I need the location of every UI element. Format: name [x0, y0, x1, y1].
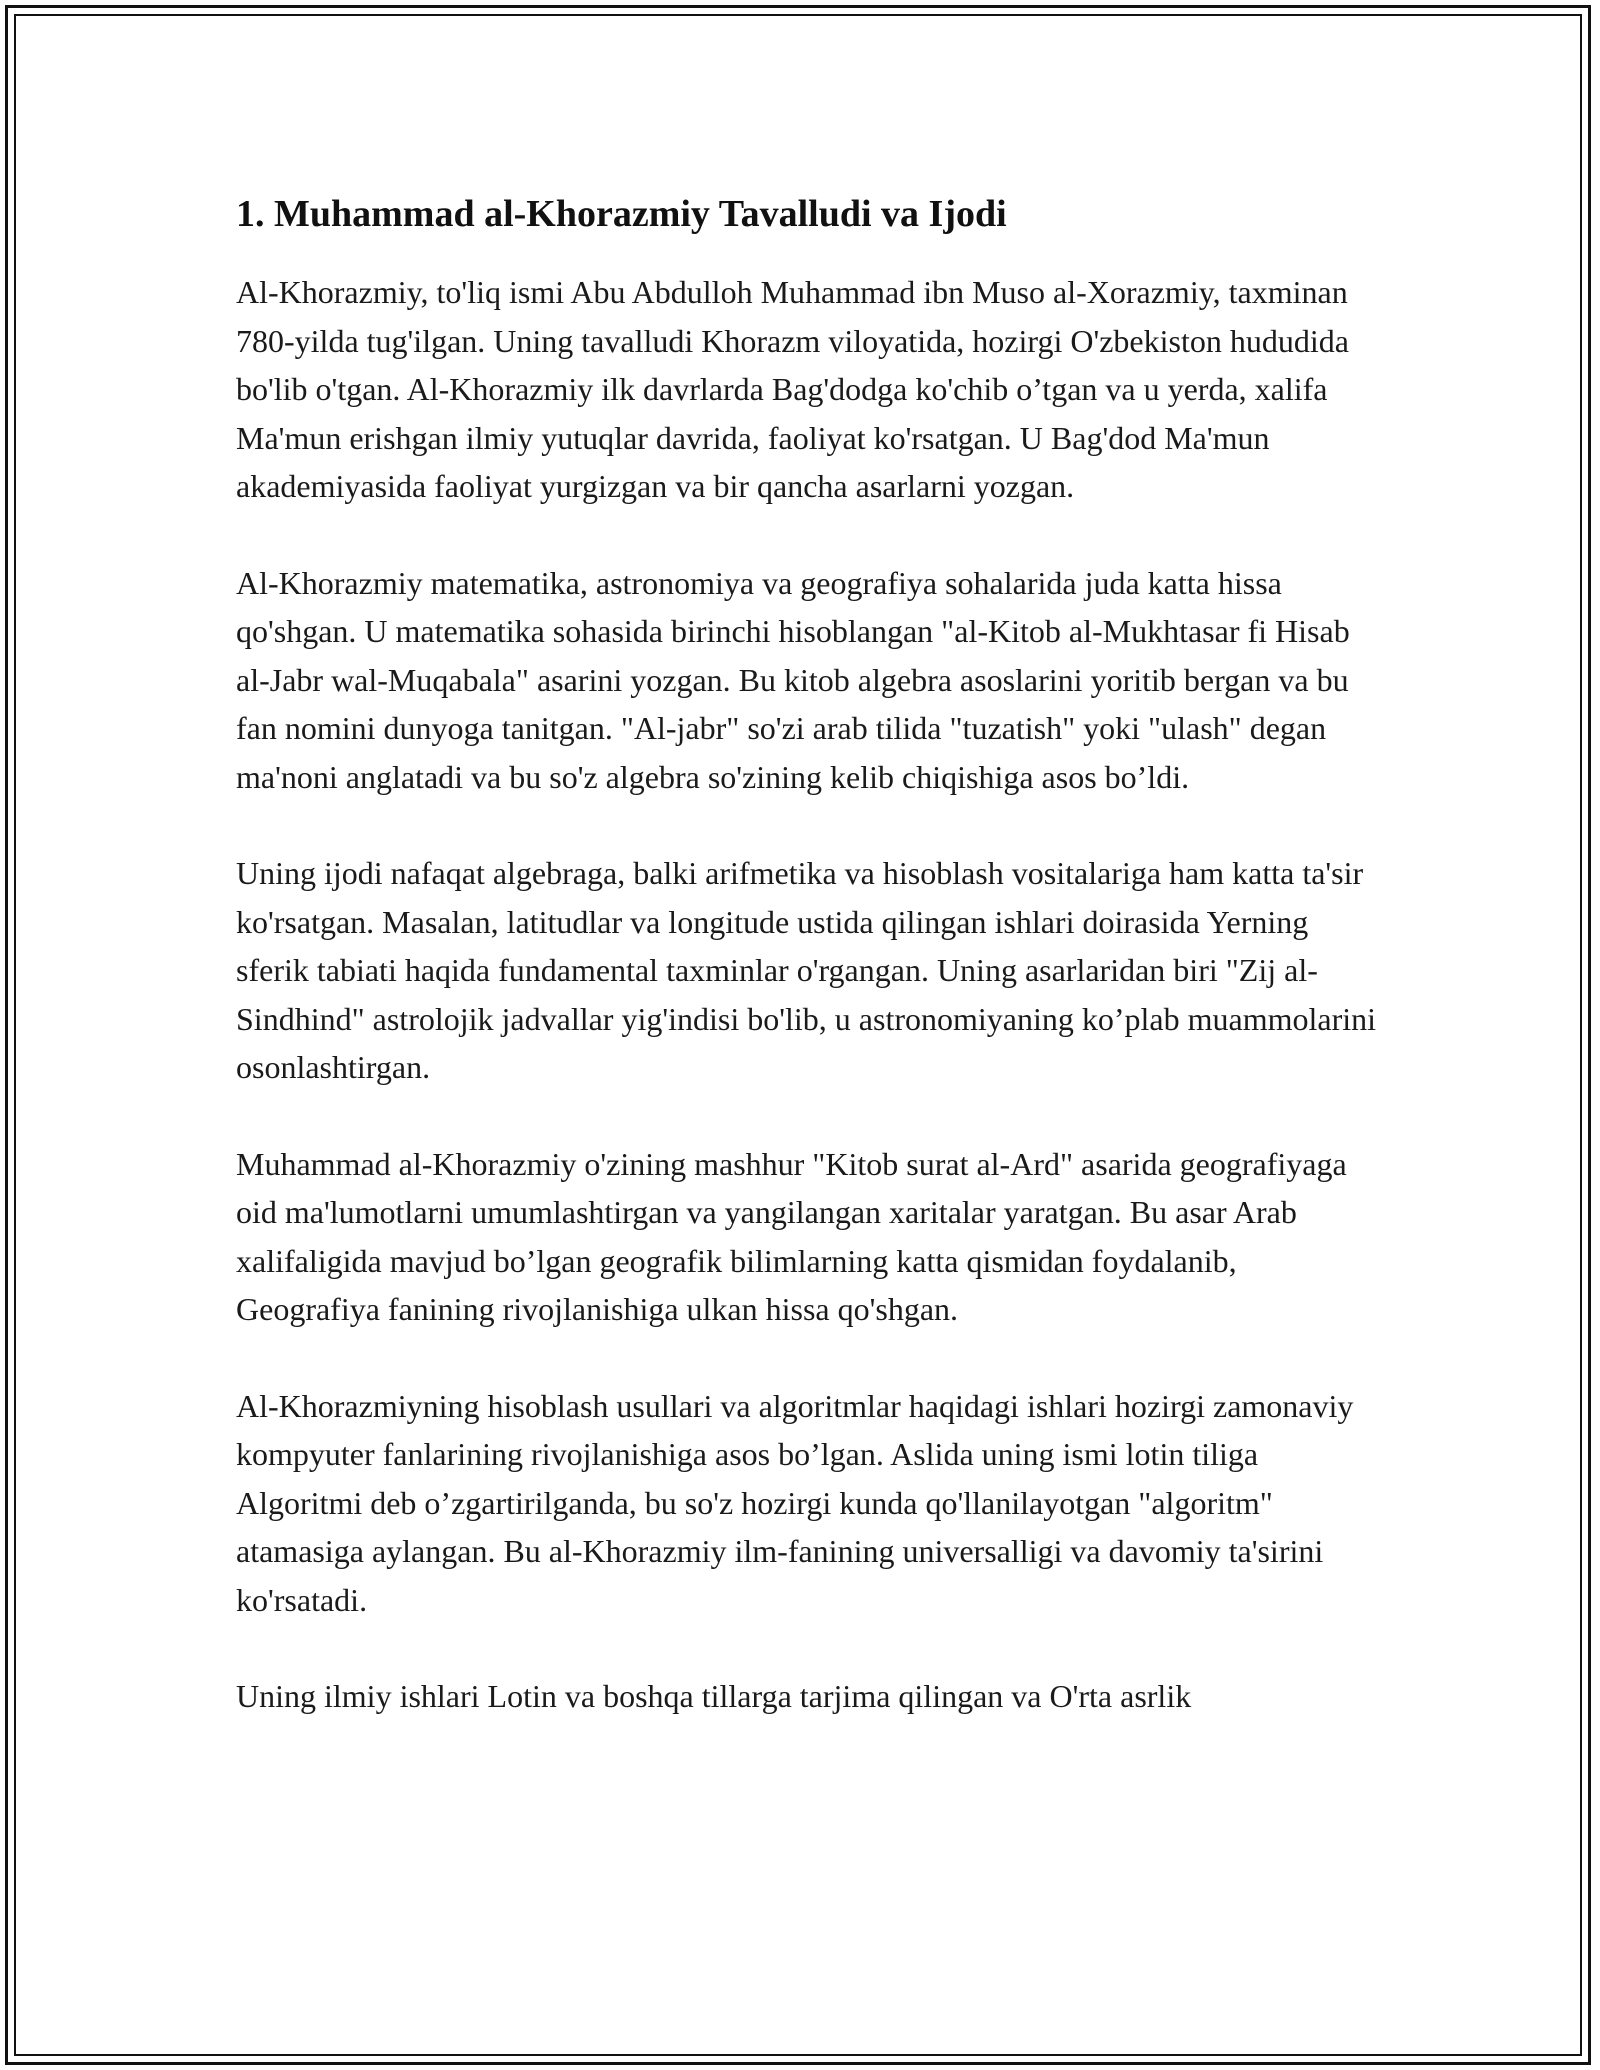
document-body [236, 186, 1376, 1769]
paragraph-6: Uning ilmiy ishlari Lotin va boshqa tillarga tarjima qilingan va O'rta asrlik [236, 1678, 1192, 1714]
section-heading: 1. Muhammad al-Khorazmiy Tavalludi va Ijodi [236, 193, 1007, 235]
paragraph-3: Uning ijodi nafaqat algebraga, balki arifmetika va hisoblash vositalariga ham katta ta'sir ko'rsatgan. Masalan, latitudlar va longitude ustida qilingan ishlari doirasida Yerning sferik tabiati haqida fundamental taxminlar o'rgangan. Uning asarlaridan biri "Zij al-Sindhind" astrolojik jadvallar yig'indisi bo'lib, u astronomiyaning ko’plab muammolarini osonlashtirgan. [236, 855, 1377, 1085]
paragraph-4: Muhammad al-Khorazmiy o'zining mashhur "Kitob surat al-Ard" asarida geografiyaga oid ma'lumotlarni umumlashtirgan va yangilangan xaritalar yaratgan. Bu asar Arab xalifaligida mavjud bo’lgan geografik bilimlarning katta qismidan foydalanib, Geografiya fanining rivojlanishiga ulkan hissa qo'shgan. [236, 1145, 1347, 1327]
paragraph-2: Al-Khorazmiy matematika, astronomiya va geografiya sohalarida juda katta hissa qo'shgan. U matematika sohasida birinchi hisoblangan "al-Kitob al-Mukhtasar fi Hisab al-Jabr wal-Muqabala" asarini yozgan. Bu kitob algebra asoslarini yoritib bergan va bu fan nomini dunyoga tanitgan. "Al-jabr" so'zi arab tilida "tuzatish" yoki "ulash" degan ma'noni anglatadi va bu so'z algebra so'zining kelib chiqishiga asos bo’ldi. [236, 564, 1350, 795]
paragraph-5: Al-Khorazmiyning hisoblash usullari va algoritmlar haqidagi ishlari hozirgi zamonaviy kompyuter fanlarining rivojlanishiga asos bo’lgan. Aslida uning ismi lotin tiliga Algoritmi deb o’zgartirilganda, bu so'z hozirgi kunda qo'llanilayotgan "algoritm" atamasiga aylangan. Bu al-Khorazmiy ilm-fanining universalligi va davomiy ta'sirini ko'rsatadi. [236, 1387, 1354, 1618]
paragraph-1: Al-Khorazmiy, to'liq ismi Abu Abdulloh Muhammad ibn Muso al-Xorazmiy, taxminan 780-yilda tug'ilgan. Uning tavalludi Khorazm viloyatida, hozirgi O'zbekiston hududida bo'lib o'tgan. Al-Khorazmiy ilk davrlarda Bag'dodga ko'chib o’tgan va u yerda, xalifa Ma'mun erishgan ilmiy yutuqlar davrida, faoliyat ko'rsatgan. U Bag'dod Ma'mun akademiyasida faoliyat yurgizgan va bir qancha asarlarni yozgan. [236, 274, 1349, 504]
